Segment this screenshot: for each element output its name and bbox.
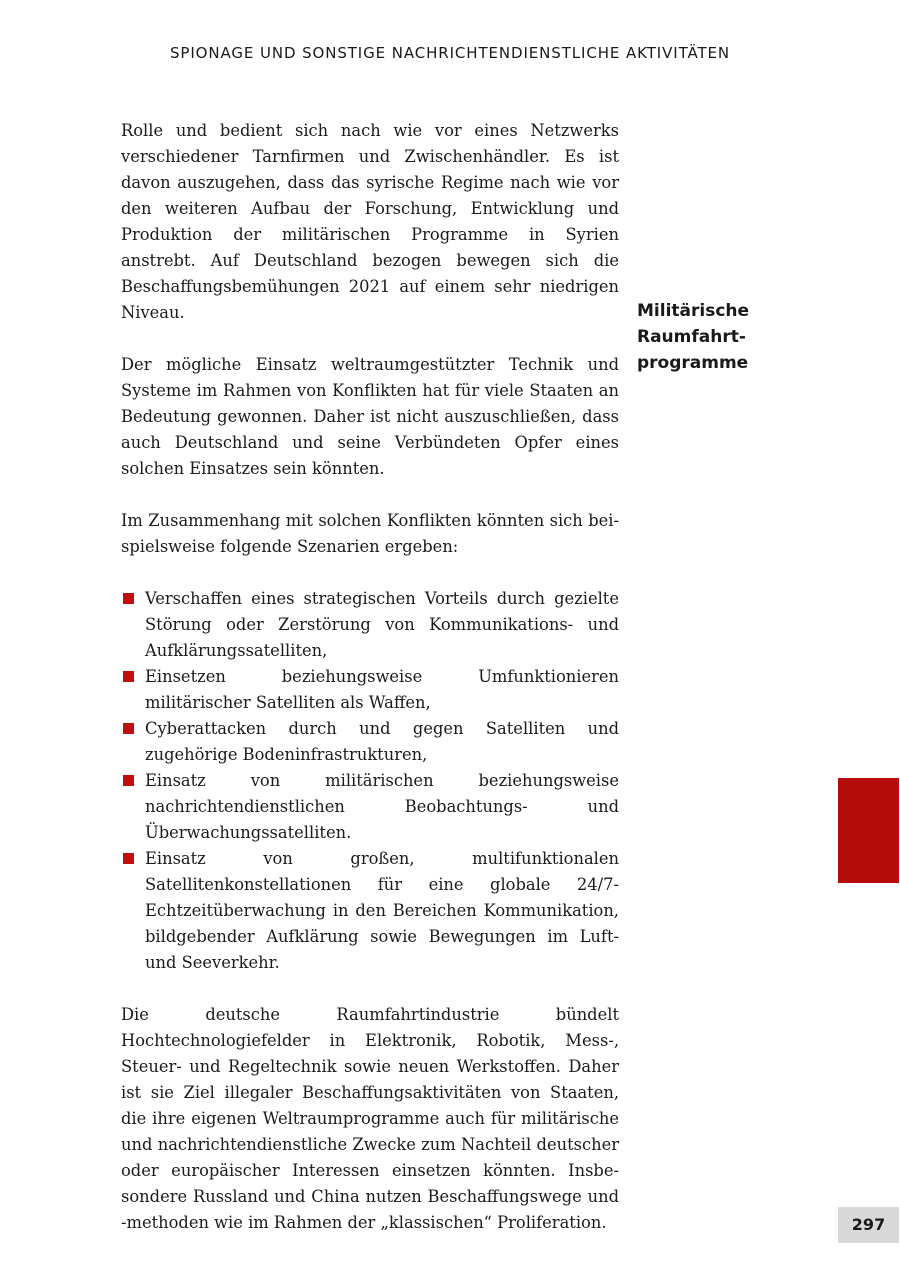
running-head-title: SPIONAGE UND SONSTIGE NACHRICHTENDIENSTLICHE AKTIVITÄTEN	[169, 44, 731, 62]
square-bullet-icon	[123, 853, 134, 864]
list-item-text: Cyberattacken durch und gegen Satelliten und zugehörige Bodeninfrastrukturen,	[145, 719, 619, 764]
list-item-text: Einsatz von großen, multifunktionalen Satellitenkonstellationen für eine globale 24/7-Echtzeitüberwachung in den Bereichen Kommunikation, bildgebender Aufklärung sowie Bewegungen im Luft- und Seeverkehr.	[145, 849, 619, 972]
list-item	[121, 664, 619, 716]
list-item	[121, 586, 619, 664]
list-item	[121, 846, 619, 976]
chapter-thumb-tab	[838, 778, 899, 883]
square-bullet-icon	[123, 775, 134, 786]
list-item-text: Einsetzen beziehungsweise Umfunktionieren militärischer Satelliten als Waffen,	[145, 667, 619, 712]
square-bullet-icon	[123, 671, 134, 682]
paragraph-space-industry: Die deutsche Raumfahrtindustrie bündelt Hochtechnologiefelder in Elektronik, Robotik, Mess-, Steuer- und Regeltechnik sowie neuen Werkstoffen. Daher ist sie Ziel illegaler Beschaffungsaktivitäten von Staaten, die ihre eigenen Weltraumprogramme auch für militärische und nachrichtendienstliche Zwecke zum Nachteil deutscher oder europäischer Interessen einsetzen könnten. Insbesondere Russland und China nutzen Beschaffungswege und -methoden wie im Rahmen der „klassischen“ Proliferation.	[121, 1005, 619, 1232]
margin-heading-line: Raumfahrt-	[637, 327, 746, 347]
margin-heading-line: Militärische	[637, 301, 750, 321]
paragraph-syria-procurement: Rolle und bedient sich nach wie vor eines Netzwerks verschiedener Tarnfirmen und Zwischenhändler. Es ist davon auszugehen, dass das syrische Regime nach wie vor den weiteren Aufbau der Forschung, Entwicklung und Produktion der militärischen Programme in Syrien anstrebt. Auf Deutschland bezogen bewegen sich die Beschaffungsbemühungen 2021 auf einem sehr niedrigen Niveau.	[121, 121, 619, 322]
body-column	[121, 118, 619, 1262]
list-item	[121, 768, 619, 846]
paragraph-space-technology: Der mögliche Einsatz weltraumgestützter Technik und Systeme im Rahmen von Konflikten hat für viele Staaten an Bedeutung gewonnen. Daher ist nicht auszuschließen, dass auch Deutschland und seine Verbündeten Opfer eines solchen Einsatzes sein könnten.	[121, 355, 619, 478]
margin-heading-line: programme	[637, 353, 749, 373]
square-bullet-icon	[123, 723, 134, 734]
page-number: 297	[838, 1207, 899, 1243]
square-bullet-icon	[123, 593, 134, 604]
list-item	[121, 716, 619, 768]
list-item-text: Einsatz von militärischen beziehungsweise nachrichtendienstlichen Beobachtungs- und Überwachungssatelliten.	[145, 771, 619, 842]
scenario-list	[121, 586, 619, 976]
paragraph-scenarios-intro: Im Zusammenhang mit solchen Konflikten könnten sich beispielsweise folgende Szenarien ergeben:	[121, 511, 619, 556]
margin-heading	[637, 298, 750, 376]
list-item-text: Verschaffen eines strategischen Vorteils durch gezielte Störung oder Zerstörung von Kommunikations- und Aufklärungssatelliten,	[145, 589, 619, 660]
